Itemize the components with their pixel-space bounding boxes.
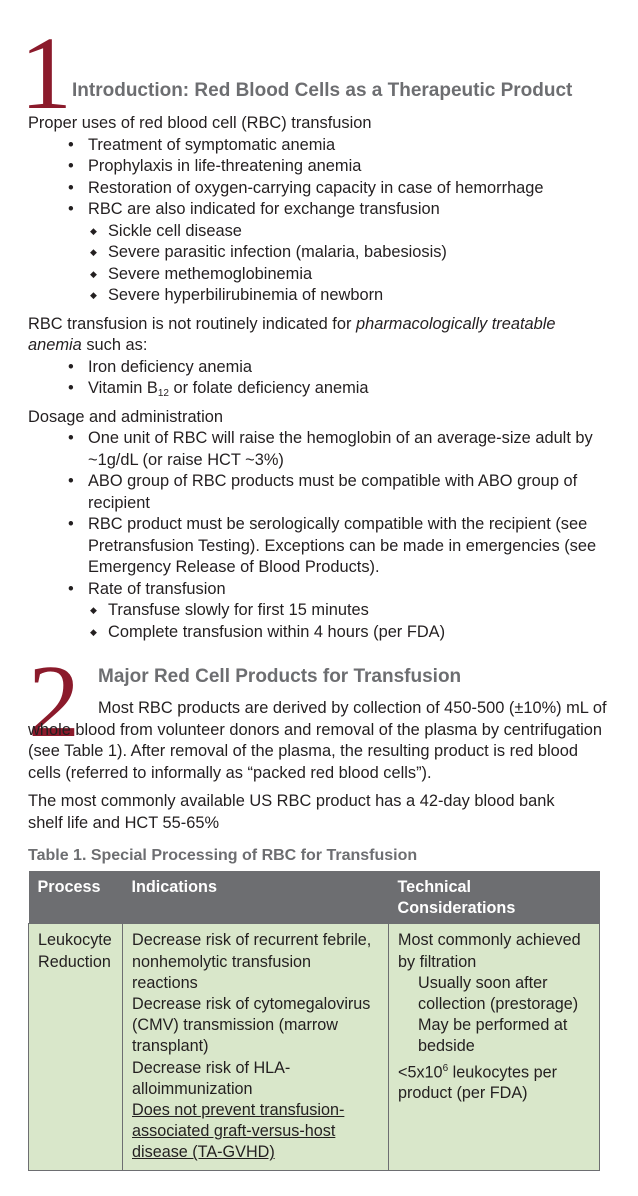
list-item: • Iron deficiency anemia [28,357,628,379]
section-heading-1: Introduction: Red Blood Cells as a Therapeutic Product [72,80,573,101]
list-item: • Rate of transfusion [28,579,598,601]
list-item: ◆ Severe methemoglobinemia [28,264,628,286]
cell-process: Leukocyte Reduction [29,924,123,1170]
b12-suffix: or folate deficiency anemia [173,379,369,397]
not-indicated-tail: such as: [86,336,148,354]
limit-suffix: leukocytes per product (per FDA) [398,1063,557,1103]
list-item: ◆ Complete transfusion within 4 hours (per FDA) [28,622,628,644]
indication-underlined: Does not prevent transfusion-associated graft-versus-host disease (TA-GVHD) [132,1101,345,1162]
special-processing-table [28,871,600,1171]
not-indicated-list [28,357,628,400]
uses-title: Proper uses of red blood cell (RBC) transfusion [28,114,372,132]
list-item: • Prophylaxis in life-threatening anemia [28,156,628,178]
limit-exponent: 6 [442,1062,449,1074]
rate-list [28,600,628,643]
column-header-process: Process [29,871,123,924]
cell-technical [389,924,600,1170]
indication-item: Decrease risk of HLA-alloimmunization [132,1058,291,1098]
column-header-indications: Indications [123,871,389,924]
column-header-technical: Technical Considerations [389,871,600,924]
indication-item: Decrease risk of cytomegalovirus (CMV) transmission (marrow transplant) [132,995,371,1056]
section-1-body [28,113,628,643]
table-header-row [29,871,600,924]
tech-subitem: Usually soon after collection (prestorage) [418,973,579,1014]
section-2-body [28,698,613,834]
list-item [28,199,628,221]
not-indicated-intro: RBC transfusion is not routinely indicated for [28,314,352,333]
list-item: • Restoration of oxygen-carrying capacity in case of hemorrhage [28,178,628,200]
section-number-1: 1 [20,16,72,131]
dosage-title: Dosage and administration [28,407,223,426]
list-item: ◆ Severe hyperbilirubinemia of newborn [28,285,628,307]
list-item: • One unit of RBC will raise the hemoglobin of an average-size adult by ~1g/dL (or raise HCT ~3%) [28,428,598,471]
list-item [28,378,628,400]
section-heading-2: Major Red Cell Products for Transfusion [98,666,462,687]
tech-item [398,1058,591,1105]
table-caption: Table 1. Special Processing of RBC for Transfusion [28,847,418,864]
list-item: ◆ Sickle cell disease [28,221,628,243]
dosage-list [28,428,628,600]
not-indicated-emphasis: pharmacologically treatable anemia [28,314,556,354]
indication-item: Decrease risk of recurrent febrile, nonhemolytic transfusion reactions [132,931,372,992]
cell-indications [123,924,389,1170]
list-item: ◆ Severe parasitic infection (malaria, babesiosis) [28,242,628,264]
section-number-2: 2 [28,644,80,759]
b12-subscript: 12 [157,388,169,399]
list-item: ◆ Transfuse slowly for first 15 minutes [28,600,628,622]
list-item-text: RBC are also indicated for exchange transfusion [88,200,440,218]
not-indicated-paragraph [28,314,628,357]
list-item: • RBC product must be serologically compatible with the recipient (see Pretransfusion Testing). Exceptions can be made in emergencies (see Emergency Release of Blood Products). [28,514,598,579]
uses-list [28,135,628,221]
tech-subitem: May be performed at bedside [418,1016,568,1056]
table-row [29,924,600,1170]
exchange-list [28,221,628,307]
tech-item: Most commonly achieved by filtration [398,931,581,971]
list-item: • ABO group of RBC products must be compatible with ABO group of recipient [28,471,598,514]
list-item: • Treatment of symptomatic anemia [28,135,628,157]
section-2-paragraph-2: The most commonly available US RBC product has a 42-day blood bank shelf life and HCT 55-65% [28,792,555,832]
section-2-paragraph-1: Most RBC products are derived by collection of 450-500 (±10%) mL of whole blood from volunteer donors and removal of the plasma by centrifugation (see Table 1). After removal of the plasma, the resulting product is red blood cells (referred to informally as “packed red blood cells”). [28,699,607,782]
limit-prefix: <5x10 [398,1063,443,1082]
b12-prefix: Vitamin B [88,379,158,397]
